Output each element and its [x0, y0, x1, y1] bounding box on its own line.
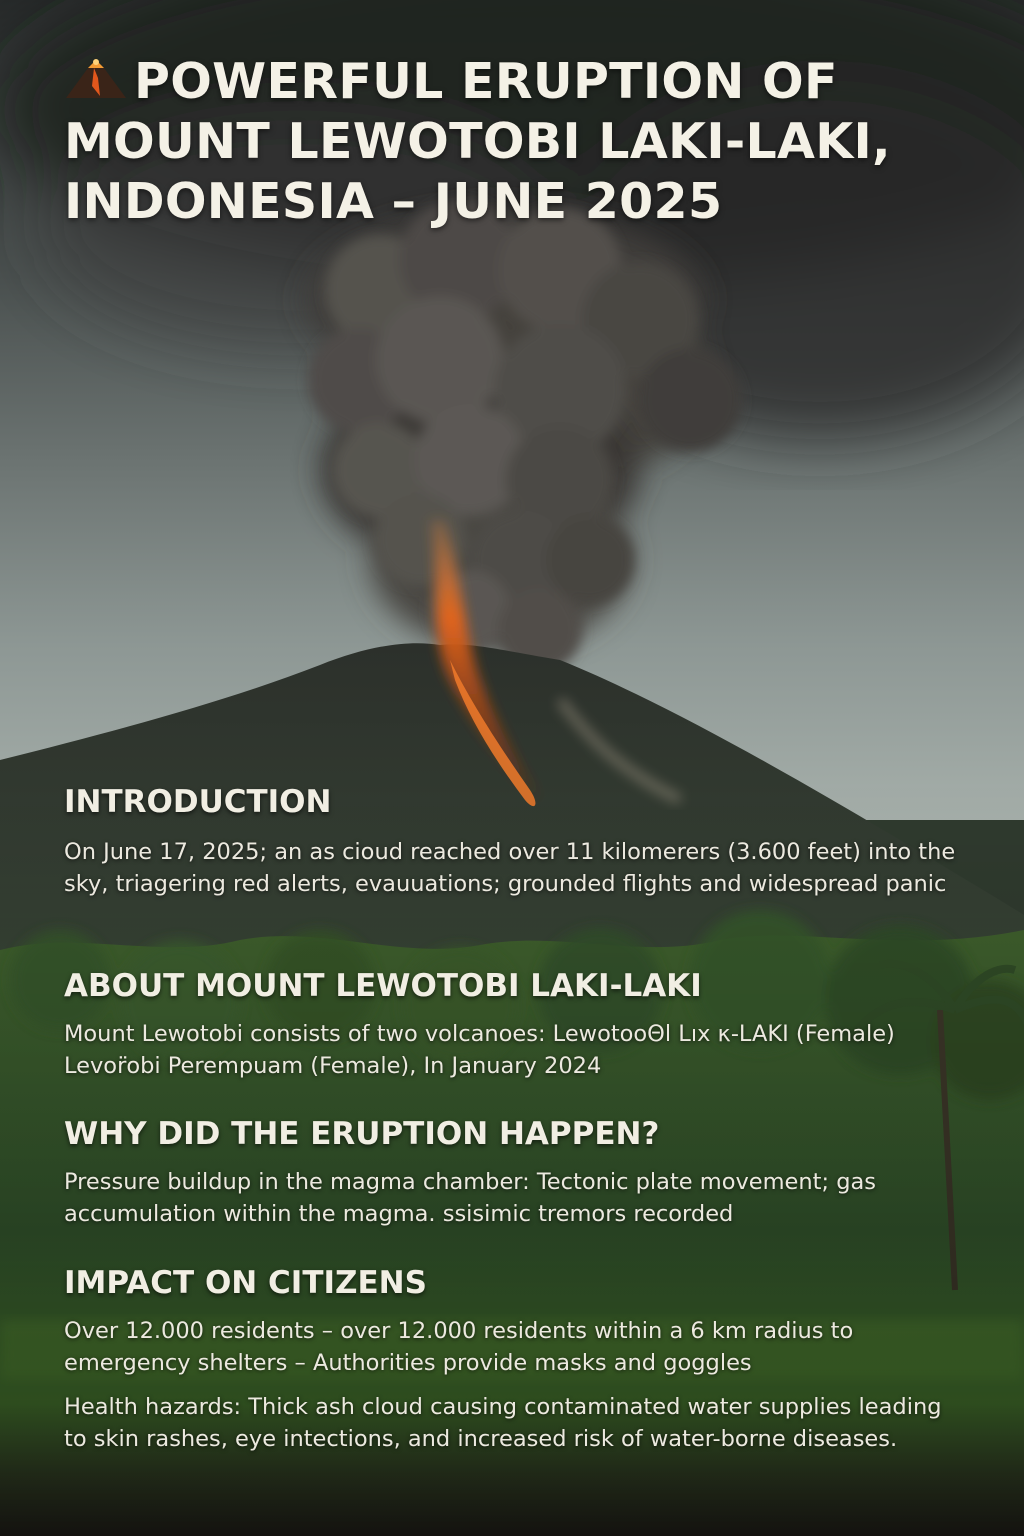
about-heading: ABOUT MOUNT LEWOTOBI LAKI-LAKI [64, 968, 702, 1004]
impact-heading: IMPACT ON CITIZENS [64, 1265, 427, 1301]
about-text: Mount Lewotobi consists of two volcanoes: LewotooΘl Lıx κ-LAKI (Female) Levor̈obi Perempuam (Female), In January 2024 [64, 1021, 895, 1079]
introduction-text: On June 17, 2025; an as cioud reached over 11 kilomerers (3.600 feet) into the sky, triagering red alerts, evauuations; grounded flights and widespread panic [64, 839, 956, 897]
health-hazards-label: Health hazards: [64, 1394, 242, 1420]
title-text: POWERFUL ERUPTION OF MOUNT LEWOTOBI LAKI-LAKI, INDONESIA – JUNE 2025 [64, 53, 891, 230]
health-hazards-detail: Thick ash cloud causing contaminated water supplies leading to skin rashes, eye intections, and increased risk of water-borne diseases. [64, 1394, 942, 1452]
impact-text: Over 12.000 residents – over 12.000 residents within a 6 km radius to emergency shelters – Authorities provide masks and goggles [64, 1318, 854, 1376]
about-section [64, 966, 964, 1082]
volcano-icon [64, 56, 128, 100]
why-heading: WHY DID THE ERUPTION HAPPEN? [64, 1116, 660, 1152]
introduction-section [64, 782, 964, 900]
impact-section [64, 1263, 964, 1379]
why-section [64, 1114, 964, 1230]
page-title [64, 52, 984, 232]
health-hazards-text [64, 1391, 944, 1455]
introduction-heading: INTRODUCTION [64, 784, 332, 820]
why-text: Pressure buildup in the magma chamber: Tectonic plate movement; gas accumulation within the magma. ssisimic tremors recorded [64, 1169, 876, 1227]
